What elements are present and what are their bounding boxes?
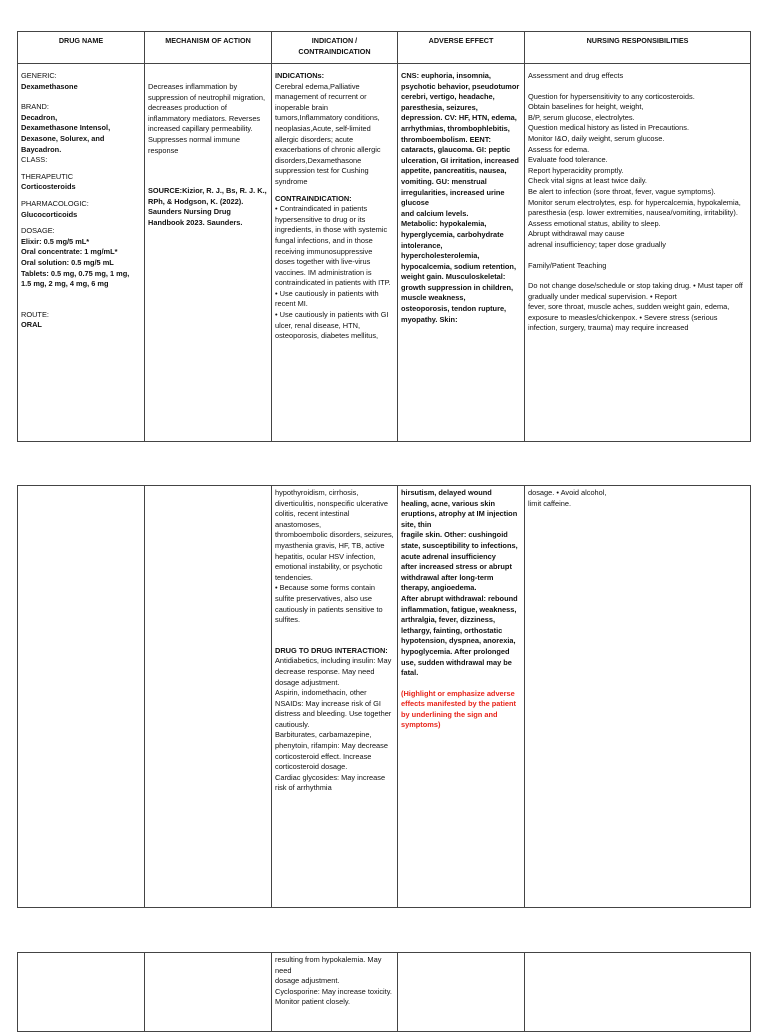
adverse-effect-continued-text: hirsutism, delayed wound healing, acne, various skin eruptions, atrophy at IM injection site, thin fragile skin. Other: cushingoid state, susceptibility to infections, acute adrenal insufficiency after increased stress or abrupt withdrawal after long-term therapy, angioedema. After abrupt withdrawal: rebound inflammation, fatigue, weakness, arthralgia, fever, dizziness, lethargy, fainting, orthostatic hypotension, dyspnea, anorexia, hypoglycemia. After prolonged use, sudden withdrawal may be fatal. (401, 488, 518, 678)
assessment-text: Question for hypersensitivity to any corticosteroids. Obtain baselines for height, weight, B/P, serum glucose, electrolytes. Question medical history as listed in Precautions. Monitor I&O, daily weight, serum glucose. Assess for edema. Evaluate food tolerance. Report hyperacidity promptly. Check vital signs at least twice daily. Be alert to infection (sore throat, fever, vague symptoms). Monitor serum electrolytes, esp. for hypercalcemia, hypokalemia, paresthesia (esp. lower extremities, nausea/vomiting, irritability). Assess emotional status, ability to sleep. Abrupt withdrawal may cause adrenal insufficiency; taper dose gradually (528, 91, 741, 249)
source-citation: SOURCE:Kizior, R. J., Bs, R. J. K., RPh, & Hodgson, K. (2022). Saunders Nursing Drug Handbook 2023. Saunders. (148, 186, 267, 227)
drug-table-page-1 (17, 31, 751, 442)
family-teaching-text: Do not change dose/schedule or stop taking drug. • Must taper off gradually under medical supervision. • Report fever, sore throat, muscle aches, sudden weight gain, edema, exposure to measles/chickenpox. • Severe stress (serious infection, surgery, trauma) may require increased (528, 281, 743, 333)
nursing-cell-cont (525, 486, 751, 908)
indication-continued-text-2: resulting from hypokalemia. May need dosage adjustment. Cyclosporine: May increase toxicity. Monitor patient closely. (275, 955, 392, 1007)
class-label: CLASS: (21, 155, 48, 165)
route-value: ORAL (21, 320, 42, 330)
header-adverse-effect: ADVERSE EFFECT (398, 32, 525, 64)
indication-cell (272, 64, 398, 442)
drug-name-cell-cont (18, 486, 145, 908)
header-mechanism: MECHANISM OF ACTION (145, 32, 272, 64)
pharmacologic-label: PHARMACOLOGIC: (21, 198, 89, 208)
mechanism-cell-cont-2 (145, 953, 272, 1032)
drug-table-page-2 (17, 485, 751, 908)
adverse-effect-cell (398, 64, 525, 442)
assessment-heading: Assessment and drug effects (528, 71, 624, 80)
pharmacologic-value: Glucocorticoids (21, 209, 78, 219)
brand-label: BRAND: (21, 102, 49, 112)
dosage-label: DOSAGE: (21, 226, 55, 236)
drug-table-page-3 (17, 952, 751, 1032)
mechanism-text: Decreases inflammation by suppression of neutrophil migration, decreases production of inflammatory mediators. Reverses increased capillary permeability. Suppresses normal immune response (148, 82, 266, 155)
dosage-value: Elixir: 0.5 mg/5 mL* Oral concentrate: 1 mg/mL* Oral solution: 0.5 mg/5 mL Tablets: 0.5 mg, 0.75 mg, 1 mg, 1.5 mg, 2 mg, 4 mg, 6 mg (21, 236, 130, 289)
indications-heading: INDICATIONs: (275, 71, 325, 80)
nursing-cell-cont-2 (525, 953, 751, 1032)
nursing-cell (525, 64, 751, 442)
mechanism-cell (145, 64, 272, 442)
therapeutic-value: Corticosteroids (21, 182, 76, 192)
header-nursing: NURSING RESPONSIBILITIES (525, 32, 751, 64)
indication-cell-cont (272, 486, 398, 908)
drug-interaction-heading: DRUG TO DRUG INTERACTION: (275, 645, 388, 655)
family-teaching-heading: Family/Patient Teaching (528, 260, 607, 270)
generic-value: Dexamethasone (21, 81, 78, 91)
mechanism-cell-cont (145, 486, 272, 908)
adverse-effect-cell-cont (398, 486, 525, 908)
indications-text: Cerebral edema,Palliative management of recurrent or inoperable brain tumors,Inflammatory conditions, neoplasias,Acute, self-limited allergic disorders; acute exacerbations of chronic allergic disorders,Dexamethasone suppression test for Cushing syndrome (275, 81, 381, 186)
nursing-continued-text: dosage. • Avoid alcohol, limit caffeine. (528, 488, 607, 508)
contraindication-heading: CONTRAINDICATION: (275, 193, 352, 203)
route-label: ROUTE: (21, 309, 49, 319)
header-drug-name: DRUG NAME (18, 32, 145, 64)
generic-label: GENERIC: (21, 71, 57, 80)
adverse-effect-text: CNS: euphoria, insomnia, psychotic behavior, pseudotumor cerebri, vertigo, headache, paresthesia, seizures, depression. CV: HF, HTN, edema, arrhythmias, thrombophlebitis, thromboembolism. EENT: cataracts, glaucoma. GI: peptic ulceration, GI irritation, increased appetite, pancreatitis, nausea, vomiting. GU: menstrual irregularities, increased urine glucose and calcium levels. Metabolic: hypokalemia, hyperglycemia, carbohydrate intolerance, hypercholesterolemia, hypocalcemia, sodium retention, weight gain. Musculoskeletal: growth suppression in children, muscle weakness, osteoporosis, tendon rupture, myopathy. Skin: (401, 71, 520, 324)
brand-value: Decadron, Dexamethasone Intensol, Dexasone, Solurex, and Baycadron. (21, 112, 111, 154)
header-indication: INDICATION / CONTRAINDICATION (272, 32, 398, 64)
contraindication-text: • Contraindicated in patients hypersensitive to drug or its ingredients, in those with systemic fungal infections, and in those receiving immunosuppressive doses together with live-virus vaccines. IM administration is contraindicated in patients with ITP. • Use cautiously in patients with recent MI. • Use cautiously in patients with GI ulcer, renal disease, HTN, osteoporosis, diabetes mellitus, (275, 204, 391, 341)
drug-interaction-text: Antidiabetics, including insulin: May decrease response. May need dosage adjustment. Aspirin, indomethacin, other NSAIDs: May increase risk of GI distress and bleeding. Use together cautiously. Barbiturates, carbamazepine, phenytoin, rifampin: May decrease corticosteroid effect. Increase corticosteroid dosage. Cardiac glycosides: May increase risk of arrhythmia (275, 656, 392, 793)
indication-continued-text: hypothyroidism, cirrhosis, diverticulitis, nonspecific ulcerative colitis, recent intestinal anastomoses, thromboembolic disorders, seizures, myasthenia gravis, HF, TB, active hepatitis, ocular HSV infection, emotional instability, or psychotic tendencies. • Because some forms contain sulfite preservatives, also use cautiously in patients sensitive to sulfites. (275, 488, 394, 625)
drug-name-cell-cont-2 (18, 953, 145, 1032)
highlight-note: (Highlight or emphasize adverse effects manifested by the patient by underlining the sign and symptoms) (401, 688, 516, 730)
drug-name-cell (18, 64, 145, 442)
indication-cell-cont-2 (272, 953, 398, 1032)
therapeutic-label: THERAPEUTIC (21, 171, 74, 181)
adverse-effect-cell-cont-2 (398, 953, 525, 1032)
